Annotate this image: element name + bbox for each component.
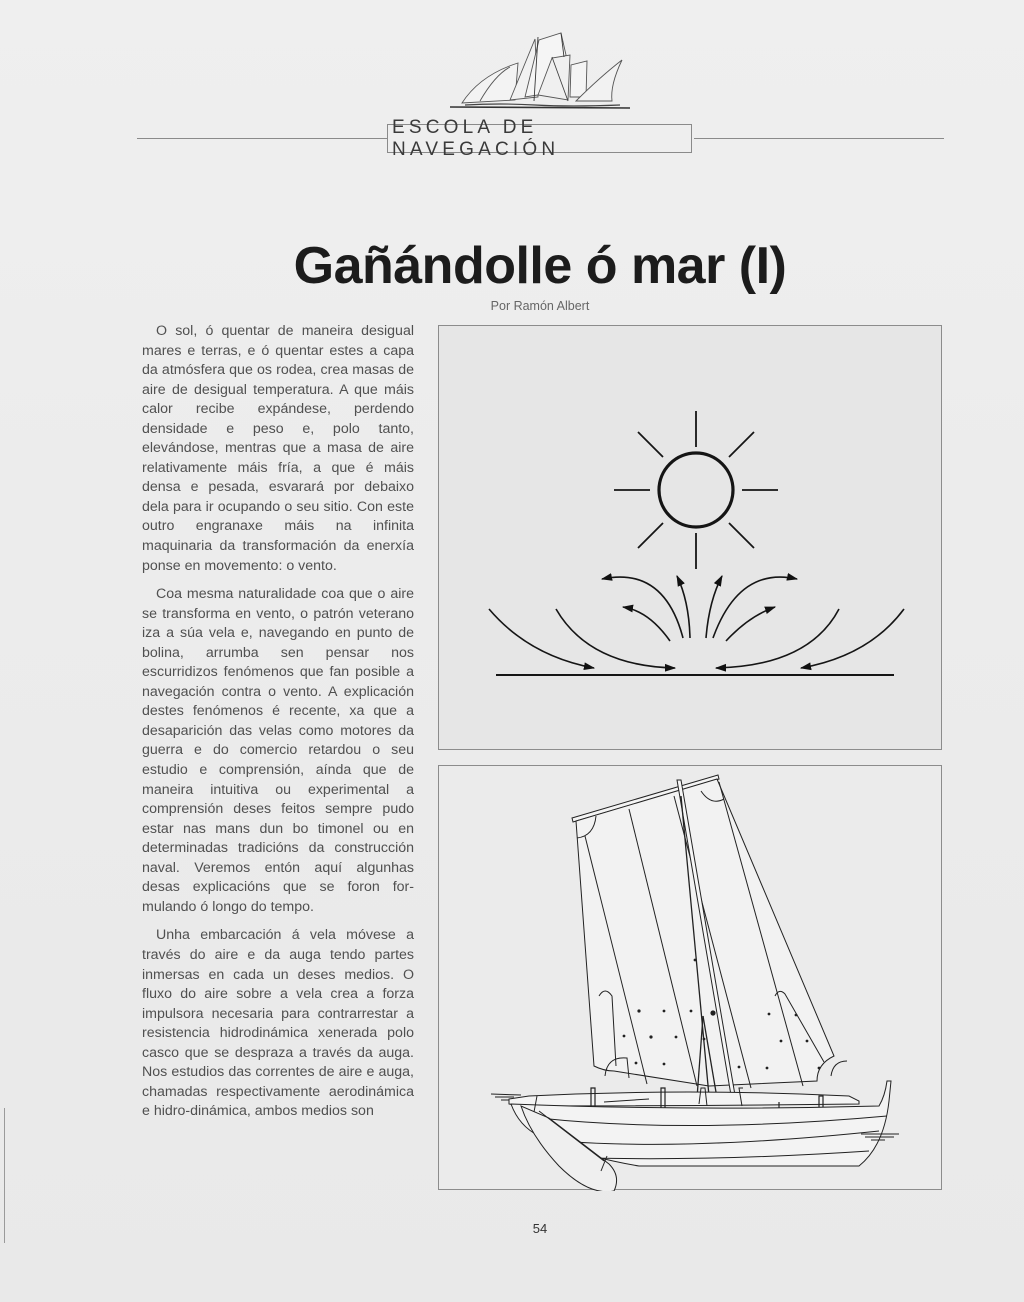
air-flow-arrows <box>489 576 904 668</box>
sun-rays <box>614 411 778 569</box>
page-number: 54 <box>532 1221 548 1236</box>
article-byline: Por Ramón Albert <box>490 299 590 313</box>
article-paragraph: O sol, ó quentar de maneira desigual mares e terras, e ó quentar estes a capa da atmósfera que os rodea, crea masas de aire de desigual temperatura. A que máis calor recibe expándese, perdendo densidade e peso e, polo tanto, elevándose, mentras que a masa de aire relativamente máis fría, a que é máis densa e pesada, esvarará por debaixo dela para ir ocupando o seu sitio. Con este outro engranaxe máis na infinita maquinaria da transformación da enerxía ponse en movemento: o vento. <box>142 323 414 574</box>
sailboat-figure <box>438 765 942 1190</box>
article-paragraph: Unha embarcación á vela móvese a través do aire e da auga tendo partes inmersas en cada un deses medios. O fluxo do aire sobre a vela crea a forza impulsora necesaria para contrarrestar a resistencia hidrodinámica xenerada polo casco que se despraza a través da auga. Nos estudios das correntes de aire e auga, chamadas respectivamente aerodinámica e hidro-dinámica, ambos medios son <box>142 927 414 1120</box>
header-rule-left <box>137 138 388 139</box>
sailboat-profile-drawing-icon <box>439 766 943 1191</box>
section-heading: ESCOLA DE NAVEGACIÓN <box>387 124 692 153</box>
header-rule-right <box>694 138 944 139</box>
sun-convection-diagram-icon <box>439 326 943 751</box>
article-paragraph: Coa mesma naturalidade coa que o aire se transforma en vento, o patrón veterano iza a súa vela e, navegando en punto de bolina, arrumba sen pensar nos escurridizos fenómenos que fan posible a navegación contra o vento. A explicación destes fenómenos é recente, xa que a desaparición das velas como motores da guerra e do comercio retardou o seu estudio e comprensión, aínda que de maneira intuitiva ou experimental a comprensión deses feitos sempre pudo estar nas mans dun bo timonel ou en determinadas tradicións da construcción naval. Veremos entón aquí algunhas desas explicacións que se foron formulando ó longo do tempo. <box>142 586 414 915</box>
article-title: Gañándolle ó mar (I) <box>293 237 787 295</box>
scan-edge-mark <box>4 1108 5 1243</box>
article-body <box>142 322 414 1131</box>
hull-deck <box>509 1092 859 1106</box>
sun-convection-figure <box>438 325 942 750</box>
sailing-boats-logo-icon <box>440 25 640 115</box>
sun-disc <box>659 453 733 527</box>
